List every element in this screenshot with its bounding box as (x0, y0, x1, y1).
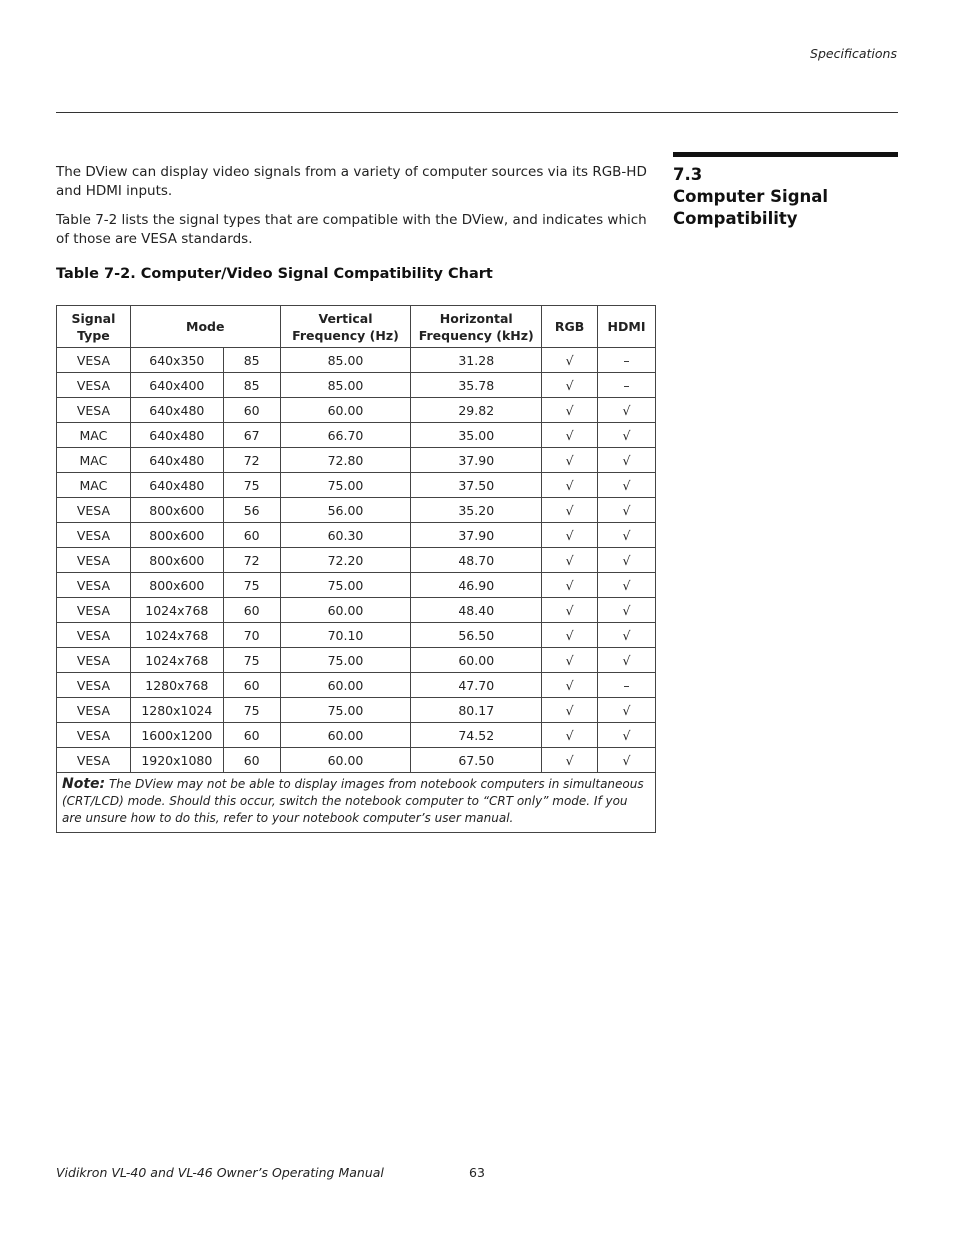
cell-horizontal-frequency: 35.00 (411, 423, 542, 448)
cell-refresh: 75 (223, 573, 280, 598)
cell-rgb: √ (542, 573, 598, 598)
cell-hdmi: √ (598, 573, 656, 598)
cell-resolution: 1600x1200 (130, 723, 223, 748)
table-row (57, 373, 656, 398)
header-vertical-frequency: Vertical Frequency (Hz) (280, 306, 411, 348)
cell-resolution: 640x480 (130, 473, 223, 498)
cell-vertical-frequency: 56.00 (280, 498, 411, 523)
header-mode: Mode (130, 306, 280, 348)
cell-rgb: √ (542, 523, 598, 548)
cell-hdmi: √ (598, 623, 656, 648)
cell-hdmi: √ (598, 723, 656, 748)
cell-vertical-frequency: 60.00 (280, 723, 411, 748)
cell-horizontal-frequency: 48.70 (411, 548, 542, 573)
cell-vertical-frequency: 72.80 (280, 448, 411, 473)
note-label: Note: (62, 776, 106, 792)
cell-hdmi: √ (598, 448, 656, 473)
cell-signal-type: VESA (57, 373, 131, 398)
cell-refresh: 70 (223, 623, 280, 648)
cell-refresh: 56 (223, 498, 280, 523)
table-row (57, 648, 656, 673)
cell-signal-type: VESA (57, 348, 131, 373)
table-note-row (57, 773, 656, 833)
cell-vertical-frequency: 66.70 (280, 423, 411, 448)
cell-vertical-frequency: 75.00 (280, 473, 411, 498)
cell-signal-type: VESA (57, 398, 131, 423)
cell-signal-type: VESA (57, 698, 131, 723)
cell-resolution: 640x350 (130, 348, 223, 373)
cell-hdmi: √ (598, 523, 656, 548)
cell-signal-type: VESA (57, 623, 131, 648)
table-row (57, 473, 656, 498)
cell-refresh: 75 (223, 698, 280, 723)
cell-signal-type: MAC (57, 448, 131, 473)
table-row (57, 723, 656, 748)
cell-signal-type: VESA (57, 573, 131, 598)
cell-vertical-frequency: 72.20 (280, 548, 411, 573)
cell-hdmi: √ (598, 423, 656, 448)
cell-resolution: 1280x1024 (130, 698, 223, 723)
cell-vertical-frequency: 70.10 (280, 623, 411, 648)
intro-paragraph-2: Table 7-2 lists the signal types that are compatible with the DView, and indicates which of those are VESA standards. (56, 212, 647, 247)
cell-hdmi: – (598, 673, 656, 698)
cell-vertical-frequency: 60.00 (280, 673, 411, 698)
cell-refresh: 60 (223, 523, 280, 548)
cell-rgb: √ (542, 348, 598, 373)
cell-horizontal-frequency: 80.17 (411, 698, 542, 723)
intro-text (56, 163, 656, 259)
cell-horizontal-frequency: 56.50 (411, 623, 542, 648)
cell-horizontal-frequency: 46.90 (411, 573, 542, 598)
table-row (57, 423, 656, 448)
cell-refresh: 60 (223, 398, 280, 423)
header-rgb: RGB (542, 306, 598, 348)
cell-vertical-frequency: 60.30 (280, 523, 411, 548)
cell-resolution: 1024x768 (130, 623, 223, 648)
cell-vertical-frequency: 60.00 (280, 748, 411, 773)
cell-signal-type: VESA (57, 648, 131, 673)
cell-refresh: 85 (223, 348, 280, 373)
cell-hdmi: √ (598, 748, 656, 773)
table-row (57, 398, 656, 423)
footer-page-number: 63 (469, 1165, 485, 1180)
cell-hdmi: √ (598, 498, 656, 523)
cell-hdmi: – (598, 373, 656, 398)
cell-vertical-frequency: 75.00 (280, 698, 411, 723)
cell-refresh: 85 (223, 373, 280, 398)
cell-vertical-frequency: 85.00 (280, 348, 411, 373)
cell-hdmi: √ (598, 698, 656, 723)
cell-hdmi: √ (598, 398, 656, 423)
footer-manual-title: Vidikron VL-40 and VL-46 Owner’s Operating Manual (56, 1165, 384, 1180)
cell-hdmi: – (598, 348, 656, 373)
cell-resolution: 1920x1080 (130, 748, 223, 773)
cell-signal-type: VESA (57, 723, 131, 748)
cell-signal-type: MAC (57, 473, 131, 498)
cell-resolution: 800x600 (130, 498, 223, 523)
cell-vertical-frequency: 60.00 (280, 398, 411, 423)
cell-refresh: 67 (223, 423, 280, 448)
cell-rgb: √ (542, 623, 598, 648)
cell-resolution: 640x400 (130, 373, 223, 398)
cell-signal-type: VESA (57, 748, 131, 773)
cell-resolution: 800x600 (130, 573, 223, 598)
cell-horizontal-frequency: 37.50 (411, 473, 542, 498)
table-row (57, 348, 656, 373)
cell-refresh: 72 (223, 448, 280, 473)
cell-vertical-frequency: 75.00 (280, 573, 411, 598)
cell-rgb: √ (542, 673, 598, 698)
cell-resolution: 640x480 (130, 448, 223, 473)
cell-horizontal-frequency: 48.40 (411, 598, 542, 623)
cell-refresh: 75 (223, 648, 280, 673)
cell-hdmi: √ (598, 598, 656, 623)
table-row (57, 748, 656, 773)
cell-hdmi: √ (598, 548, 656, 573)
cell-signal-type: VESA (57, 673, 131, 698)
cell-resolution: 640x480 (130, 423, 223, 448)
cell-horizontal-frequency: 60.00 (411, 648, 542, 673)
cell-rgb: √ (542, 398, 598, 423)
cell-vertical-frequency: 60.00 (280, 598, 411, 623)
cell-refresh: 75 (223, 473, 280, 498)
cell-horizontal-frequency: 47.70 (411, 673, 542, 698)
section-title-line2: Compatibility (673, 209, 798, 228)
cell-rgb: √ (542, 748, 598, 773)
cell-hdmi: √ (598, 648, 656, 673)
running-header: Specifications (810, 46, 897, 61)
table-row (57, 548, 656, 573)
cell-hdmi: √ (598, 473, 656, 498)
cell-vertical-frequency: 85.00 (280, 373, 411, 398)
header-hdmi: HDMI (598, 306, 656, 348)
cell-horizontal-frequency: 35.78 (411, 373, 542, 398)
note-text: The DView may not be able to display images from notebook computers in simultaneous (CRT/LCD) mode. Should this occur, switch the notebook computer to “CRT only” mode. If you are unsure how to do this, refer to your notebook computer’s user manual. (62, 777, 644, 825)
cell-rgb: √ (542, 723, 598, 748)
cell-refresh: 60 (223, 723, 280, 748)
cell-signal-type: VESA (57, 498, 131, 523)
cell-horizontal-frequency: 37.90 (411, 523, 542, 548)
section-title-line1: Computer Signal (673, 187, 829, 206)
table-note (57, 773, 656, 833)
table-row (57, 698, 656, 723)
section-heading (673, 164, 903, 230)
header-signal-type: Signal Type (57, 306, 131, 348)
cell-rgb: √ (542, 373, 598, 398)
cell-signal-type: MAC (57, 423, 131, 448)
cell-refresh: 60 (223, 598, 280, 623)
cell-resolution: 1024x768 (130, 598, 223, 623)
cell-vertical-frequency: 75.00 (280, 648, 411, 673)
table-header-row (57, 306, 656, 348)
cell-horizontal-frequency: 67.50 (411, 748, 542, 773)
intro-paragraph-1: The DView can display video signals from a variety of computer sources via its RGB-HD and HDMI inputs. (56, 164, 647, 199)
cell-rgb: √ (542, 448, 598, 473)
cell-horizontal-frequency: 35.20 (411, 498, 542, 523)
table-row (57, 673, 656, 698)
cell-signal-type: VESA (57, 548, 131, 573)
cell-rgb: √ (542, 498, 598, 523)
cell-refresh: 60 (223, 748, 280, 773)
table-row (57, 498, 656, 523)
cell-rgb: √ (542, 473, 598, 498)
section-number: 7.3 (673, 165, 703, 184)
section-bar (673, 152, 898, 157)
cell-resolution: 1024x768 (130, 648, 223, 673)
table-row (57, 448, 656, 473)
cell-rgb: √ (542, 598, 598, 623)
cell-refresh: 60 (223, 673, 280, 698)
signal-compatibility-table (56, 305, 656, 833)
cell-rgb: √ (542, 423, 598, 448)
cell-rgb: √ (542, 548, 598, 573)
cell-signal-type: VESA (57, 598, 131, 623)
cell-resolution: 800x600 (130, 548, 223, 573)
table-row (57, 523, 656, 548)
cell-resolution: 1280x768 (130, 673, 223, 698)
cell-rgb: √ (542, 698, 598, 723)
table-row (57, 573, 656, 598)
table-title: Table 7-2. Computer/Video Signal Compatibility Chart (56, 266, 493, 282)
cell-horizontal-frequency: 29.82 (411, 398, 542, 423)
cell-horizontal-frequency: 37.90 (411, 448, 542, 473)
cell-refresh: 72 (223, 548, 280, 573)
cell-rgb: √ (542, 648, 598, 673)
table-row (57, 623, 656, 648)
cell-resolution: 640x480 (130, 398, 223, 423)
header-horizontal-frequency: Horizontal Frequency (kHz) (411, 306, 542, 348)
cell-signal-type: VESA (57, 523, 131, 548)
cell-horizontal-frequency: 74.52 (411, 723, 542, 748)
cell-horizontal-frequency: 31.28 (411, 348, 542, 373)
cell-resolution: 800x600 (130, 523, 223, 548)
table-row (57, 598, 656, 623)
header-rule (56, 112, 898, 113)
